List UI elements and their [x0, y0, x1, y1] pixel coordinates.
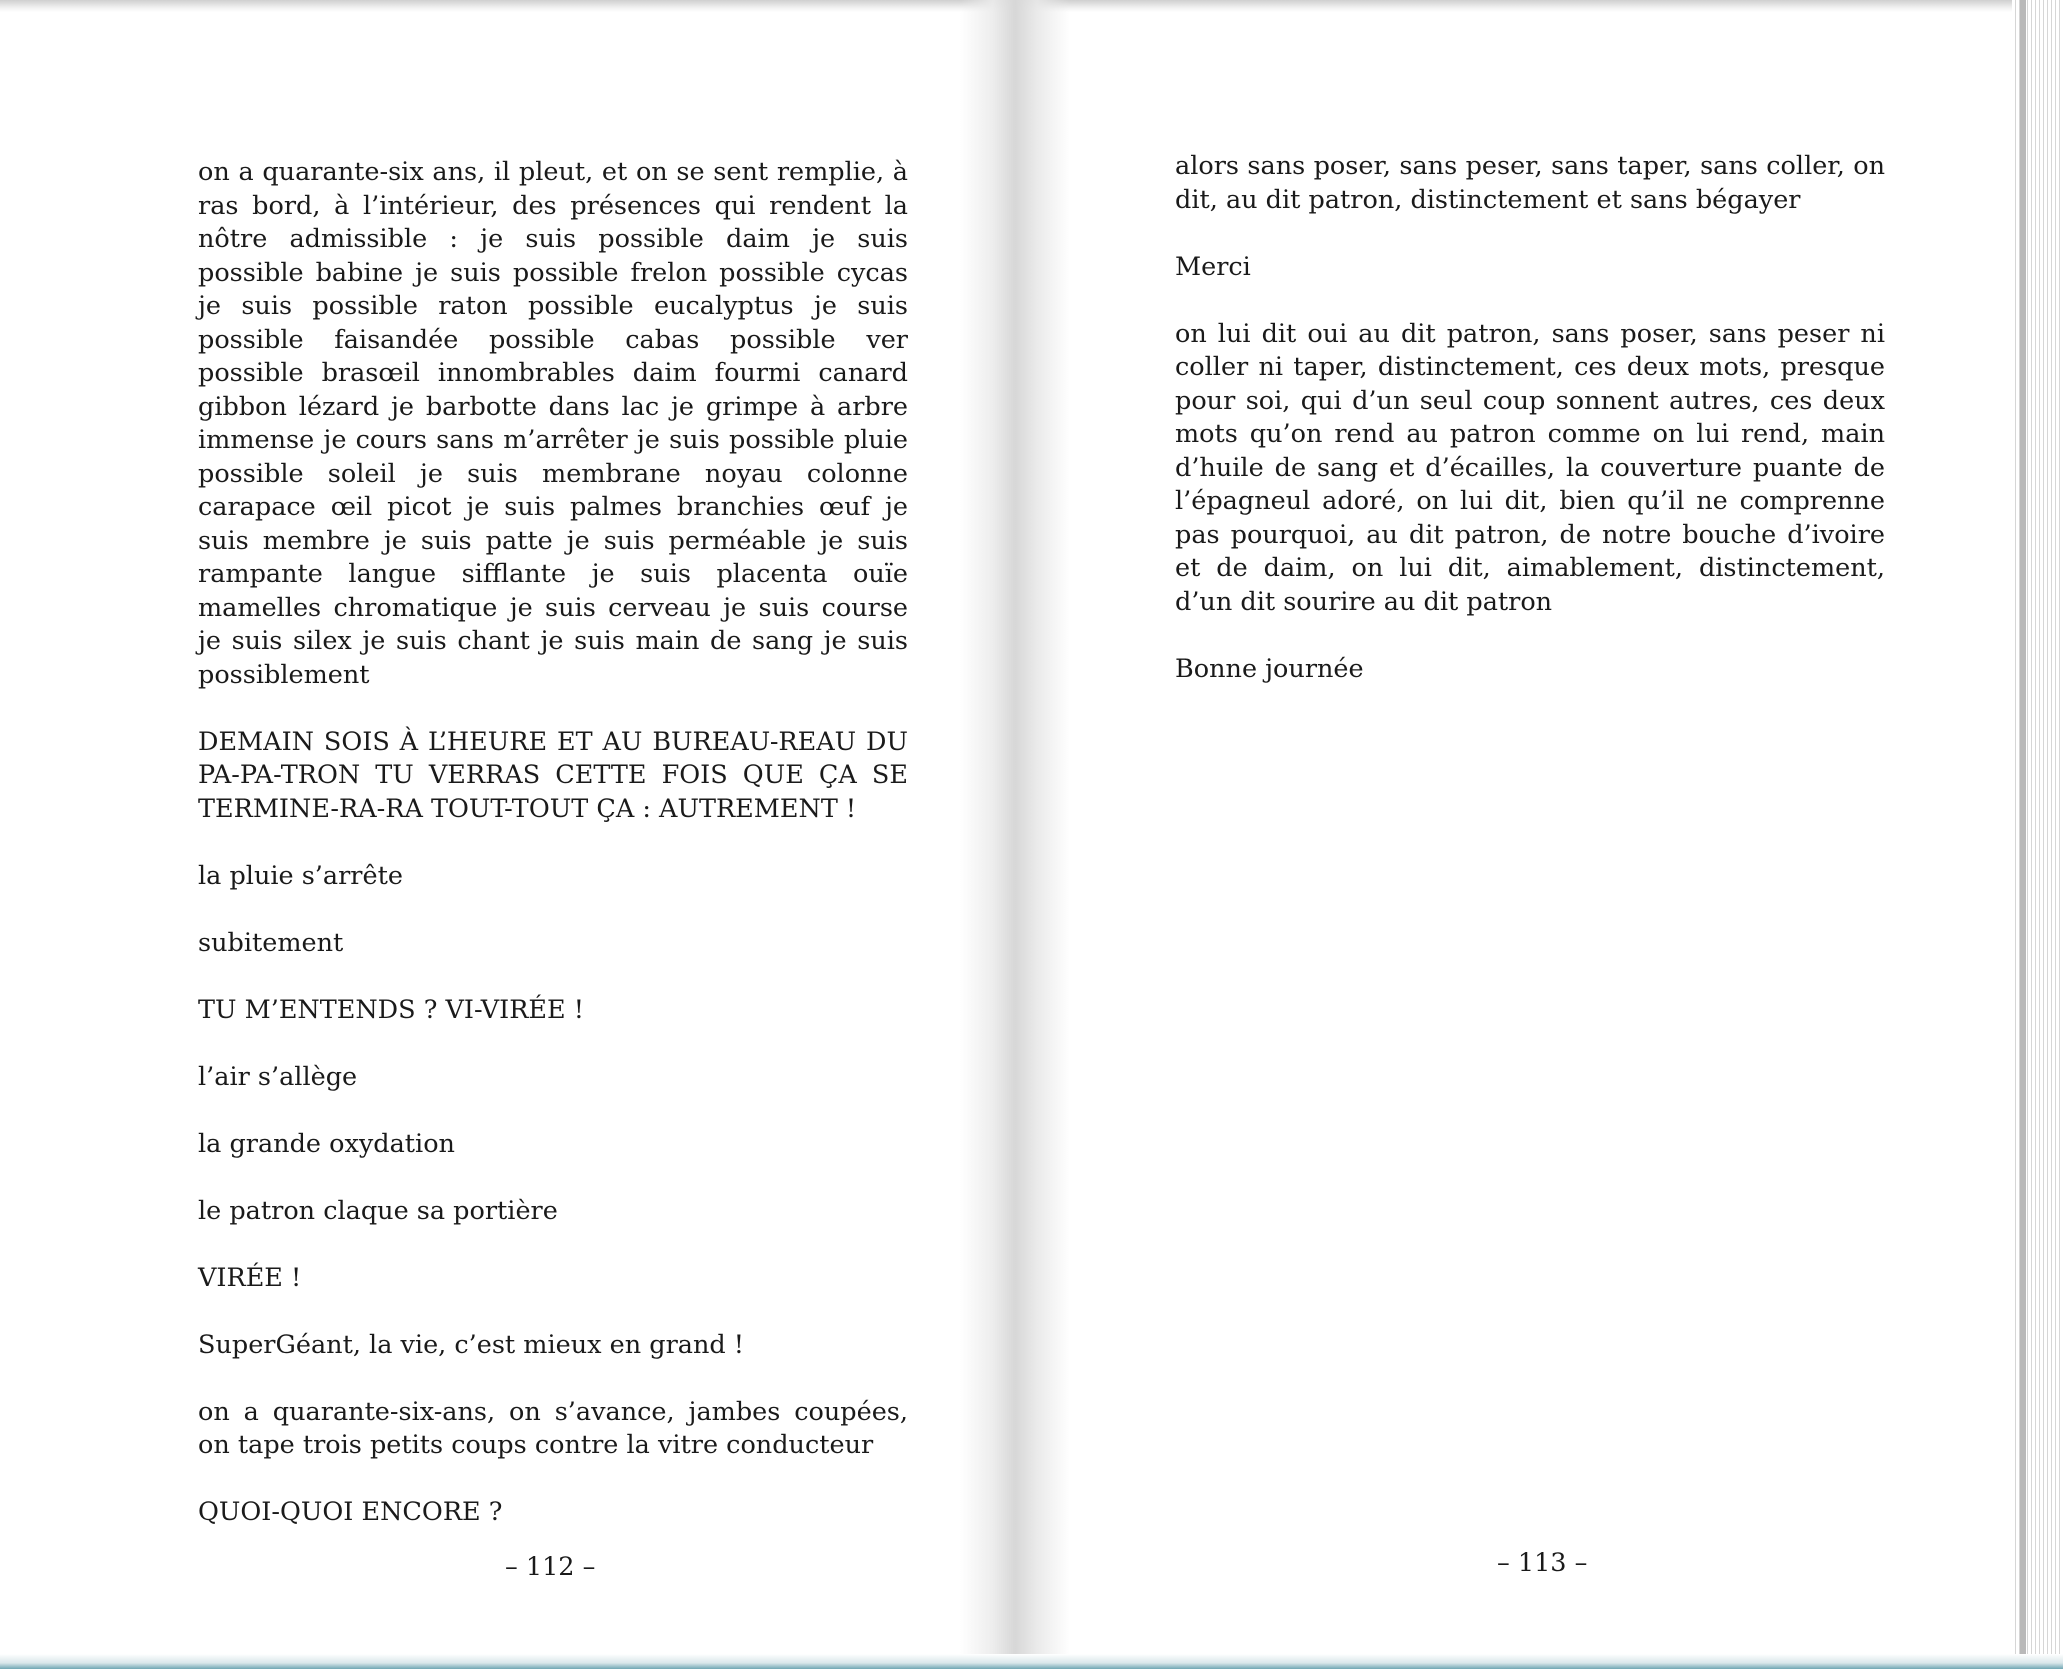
paragraph: on a quarante-six ans, il pleut, et on se sent remplie, à ras bord, à l’intérieur, des présences qui rendent la nôtre admissible : je suis possible daim je suis possible babine je suis possible frelon possible cycas je suis possible raton possible eucalyptus je suis possible faisandée possible cabas possible ver possible brasœil innombrables daim fourmi canard gibbon lézard je barbotte dans lac je grimpe à arbre immense je cours sans m’arrêter je suis possible pluie possible soleil je suis membrane noyau colonne carapace œil picot je suis palmes branchies œuf je suis membre je suis patte je suis perméable je suis rampante langue sifflante je suis placenta ouïe mamelles chromatique je suis cerveau je suis course je suis silex je suis chant je suis main de sang je suis possiblement: [198, 157, 908, 690]
right-page-text: [1175, 150, 1885, 720]
page-number-right: – 113 –: [1497, 1548, 1588, 1578]
page-number-left: – 112 –: [505, 1552, 596, 1582]
paragraph: TU M’ENTENDS ? VI-VIRÉE !: [198, 994, 584, 1025]
paragraph: DEMAIN SOIS À L’HEURE ET AU BUREAU-REAU DU PA-PA-TRON TU VERRAS CETTE FOIS QUE ÇA SE TERMINE-RA-RA TOUT-TOUT ÇA : AUTREMENT !: [198, 726, 908, 824]
paragraph: VIRÉE !: [198, 1262, 302, 1293]
paragraph: Merci: [1175, 251, 1251, 282]
paragraph: alors sans poser, sans peser, sans taper, sans coller, on dit, au dit patron, distinctement et sans bégayer: [1175, 151, 1885, 215]
paragraph: on lui dit oui au dit patron, sans poser, sans peser ni coller ni taper, distinctement, ces deux mots, presque pour soi, qui d’un seul coup sonnent autres, ces deux mots qu’on rend au patron comme on lui rend, main d’huile de sang et d’écailles, la couverture puante de l’épagneul adoré, on lui dit, bien qu’il ne comprenne pas pourquoi, au dit patron, de notre bouche d’ivoire et de daim, on lui dit, aimablement, distinctement, d’un dit sourire au dit patron: [1175, 318, 1885, 617]
paragraph: la pluie s’arrête: [198, 860, 403, 891]
paragraph: la grande oxydation: [198, 1128, 455, 1159]
paragraph: Bonne journée: [1175, 653, 1364, 684]
paragraph: le patron claque sa portière: [198, 1195, 558, 1226]
book-gutter: [960, 0, 1070, 1669]
paragraph: on a quarante-six-ans, on s’avance, jambes coupées, on tape trois petits coups contre la vitre conducteur: [198, 1396, 908, 1460]
paragraph: l’air s’allège: [198, 1061, 358, 1092]
left-page-text: [198, 156, 908, 1563]
scan-bottom-edge: [0, 1654, 2063, 1669]
page-stack-edge: [2012, 0, 2063, 1669]
paragraph: QUOI-QUOI ENCORE ?: [198, 1497, 503, 1527]
paragraph: SuperGéant, la vie, c’est mieux en grand !: [198, 1329, 745, 1360]
paragraph: subitement: [198, 927, 344, 958]
